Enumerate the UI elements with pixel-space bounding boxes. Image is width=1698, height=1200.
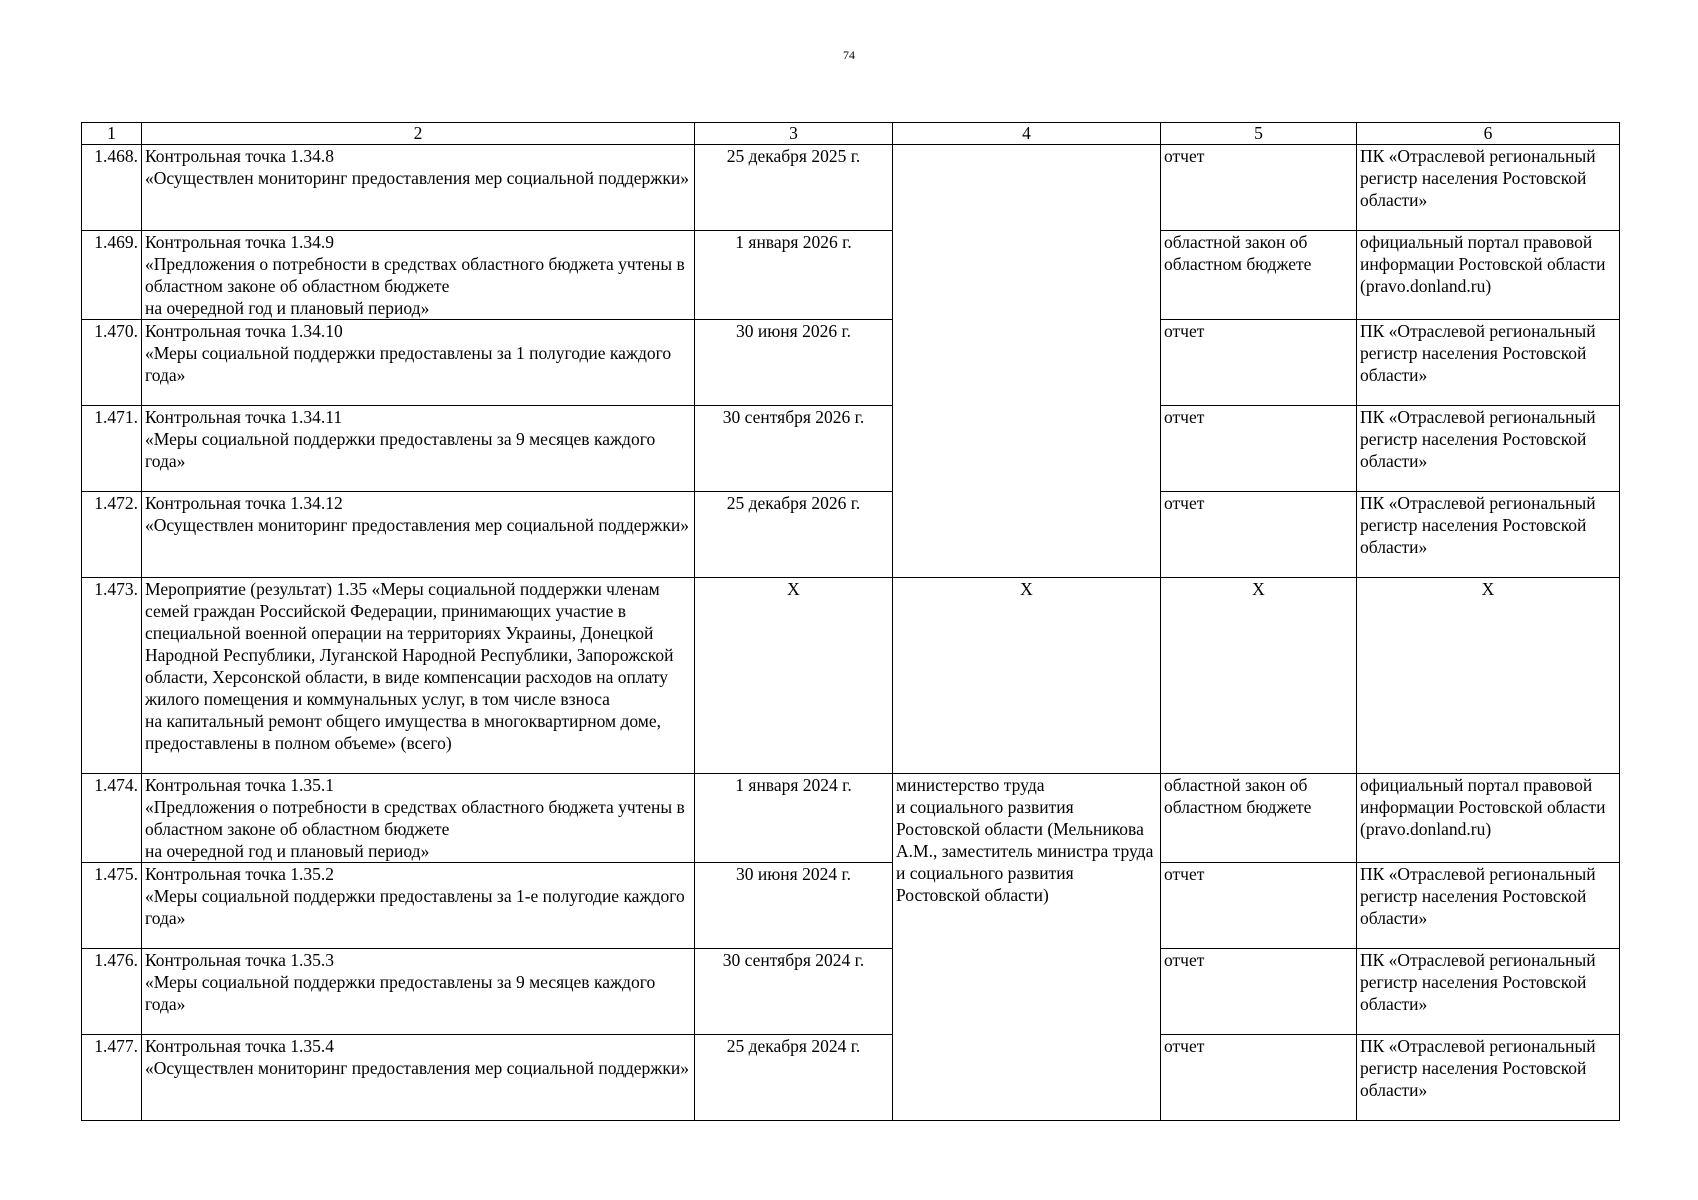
table-row bbox=[82, 231, 1620, 320]
row-document: отчет bbox=[1161, 492, 1357, 578]
row-title: Контрольная точка 1.35.3 «Меры социальной поддержки предоставлены за 9 месяцев каждого года» bbox=[142, 949, 695, 1035]
row-date: 25 декабря 2025 г. bbox=[695, 145, 893, 231]
table-row bbox=[82, 774, 1620, 863]
row-date: 1 января 2024 г. bbox=[695, 774, 893, 863]
row-source: официальный портал правовой информации Ростовской области (pravo.donland.ru) bbox=[1357, 774, 1620, 863]
row-title: Контрольная точка 1.34.12 «Осуществлен мониторинг предоставления мер социальной поддержки» bbox=[142, 492, 695, 578]
table-row bbox=[82, 863, 1620, 949]
row-number: 1.474. bbox=[82, 774, 142, 863]
table-row bbox=[82, 145, 1620, 231]
row-source: ПК «Отраслевой региональный регистр населения Ростовской области» bbox=[1357, 1035, 1620, 1121]
row-source: ПК «Отраслевой региональный регистр населения Ростовской области» bbox=[1357, 863, 1620, 949]
row-title: Контрольная точка 1.35.2 «Меры социальной поддержки предоставлены за 1-е полугодие каждого года» bbox=[142, 863, 695, 949]
column-header: 6 bbox=[1357, 123, 1620, 145]
column-header: 4 bbox=[893, 123, 1161, 145]
table-header-row bbox=[82, 123, 1620, 145]
page-number: 74 bbox=[843, 48, 855, 62]
row-title: Контрольная точка 1.35.1 «Предложения о потребности в средствах областного бюджета учтены в областном законе об областном бюджете на очередной год и плановый период» bbox=[142, 774, 695, 863]
row-number: 1.476. bbox=[82, 949, 142, 1035]
column-header: 3 bbox=[695, 123, 893, 145]
row-source: X bbox=[1357, 578, 1620, 774]
row-date: 25 декабря 2024 г. bbox=[695, 1035, 893, 1121]
row-number: 1.477. bbox=[82, 1035, 142, 1121]
row-document: отчет bbox=[1161, 145, 1357, 231]
row-number: 1.470. bbox=[82, 320, 142, 406]
table-row bbox=[82, 578, 1620, 774]
row-title: Контрольная точка 1.34.11 «Меры социальной поддержки предоставлены за 9 месяцев каждого года» bbox=[142, 406, 695, 492]
row-number: 1.475. bbox=[82, 863, 142, 949]
table-row bbox=[82, 949, 1620, 1035]
row-title: Контрольная точка 1.34.9 «Предложения о потребности в средствах областного бюджета учтены в областном законе об областном бюджете на очередной год и плановый период» bbox=[142, 231, 695, 320]
row-date: X bbox=[695, 578, 893, 774]
row-document: отчет bbox=[1161, 949, 1357, 1035]
row-document: отчет bbox=[1161, 1035, 1357, 1121]
row-source: ПК «Отраслевой региональный регистр населения Ростовской области» bbox=[1357, 406, 1620, 492]
row-date: 25 декабря 2026 г. bbox=[695, 492, 893, 578]
row-title: Мероприятие (результат) 1.35 «Меры социальной поддержки членам семей граждан Российской Федерации, принимающих участие в специальной военной операции на территориях Украины, Донецкой Народной Республики, Луганской Народной Республики, Запорожской области, Херсонской области, в виде компенсации расходов на оплату жилого помещения и коммунальных услуг, в том числе взноса на капитальный ремонт общего имущества в многоквартирном доме, предоставлены в полном объеме» (всего) bbox=[142, 578, 695, 774]
row-document: областной закон об областном бюджете bbox=[1161, 231, 1357, 320]
row-date: 30 июня 2024 г. bbox=[695, 863, 893, 949]
row-document: X bbox=[1161, 578, 1357, 774]
row-source: ПК «Отраслевой региональный регистр населения Ростовской области» bbox=[1357, 492, 1620, 578]
row-number: 1.472. bbox=[82, 492, 142, 578]
table-row bbox=[82, 492, 1620, 578]
responsible-cell: министерство труда и социального развития Ростовской области (Мельникова А.М., заместитель министра труда и социального развития Ростовской области) bbox=[893, 774, 1161, 1121]
responsible-cell-empty bbox=[893, 145, 1161, 578]
row-number: 1.469. bbox=[82, 231, 142, 320]
table-row bbox=[82, 320, 1620, 406]
table-row bbox=[82, 1035, 1620, 1121]
row-title: Контрольная точка 1.34.8 «Осуществлен мониторинг предоставления мер социальной поддержки» bbox=[142, 145, 695, 231]
row-document: отчет bbox=[1161, 406, 1357, 492]
row-document: отчет bbox=[1161, 320, 1357, 406]
column-header: 2 bbox=[142, 123, 695, 145]
control-points-table bbox=[81, 122, 1620, 1121]
row-title: Контрольная точка 1.35.4 «Осуществлен мониторинг предоставления мер социальной поддержки» bbox=[142, 1035, 695, 1121]
row-document: отчет bbox=[1161, 863, 1357, 949]
row-number: 1.473. bbox=[82, 578, 142, 774]
row-date: 30 сентября 2024 г. bbox=[695, 949, 893, 1035]
row-title: Контрольная точка 1.34.10 «Меры социальной поддержки предоставлены за 1 полугодие каждого года» bbox=[142, 320, 695, 406]
row-date: 30 сентября 2026 г. bbox=[695, 406, 893, 492]
row-source: ПК «Отраслевой региональный регистр населения Ростовской области» bbox=[1357, 320, 1620, 406]
column-header: 1 bbox=[82, 123, 142, 145]
row-responsible: X bbox=[893, 578, 1161, 774]
row-source: официальный портал правовой информации Ростовской области (pravo.donland.ru) bbox=[1357, 231, 1620, 320]
row-source: ПК «Отраслевой региональный регистр населения Ростовской области» bbox=[1357, 145, 1620, 231]
row-document: областной закон об областном бюджете bbox=[1161, 774, 1357, 863]
row-date: 30 июня 2026 г. bbox=[695, 320, 893, 406]
table-row bbox=[82, 406, 1620, 492]
column-header: 5 bbox=[1161, 123, 1357, 145]
row-number: 1.468. bbox=[82, 145, 142, 231]
row-source: ПК «Отраслевой региональный регистр населения Ростовской области» bbox=[1357, 949, 1620, 1035]
row-date: 1 января 2026 г. bbox=[695, 231, 893, 320]
row-number: 1.471. bbox=[82, 406, 142, 492]
